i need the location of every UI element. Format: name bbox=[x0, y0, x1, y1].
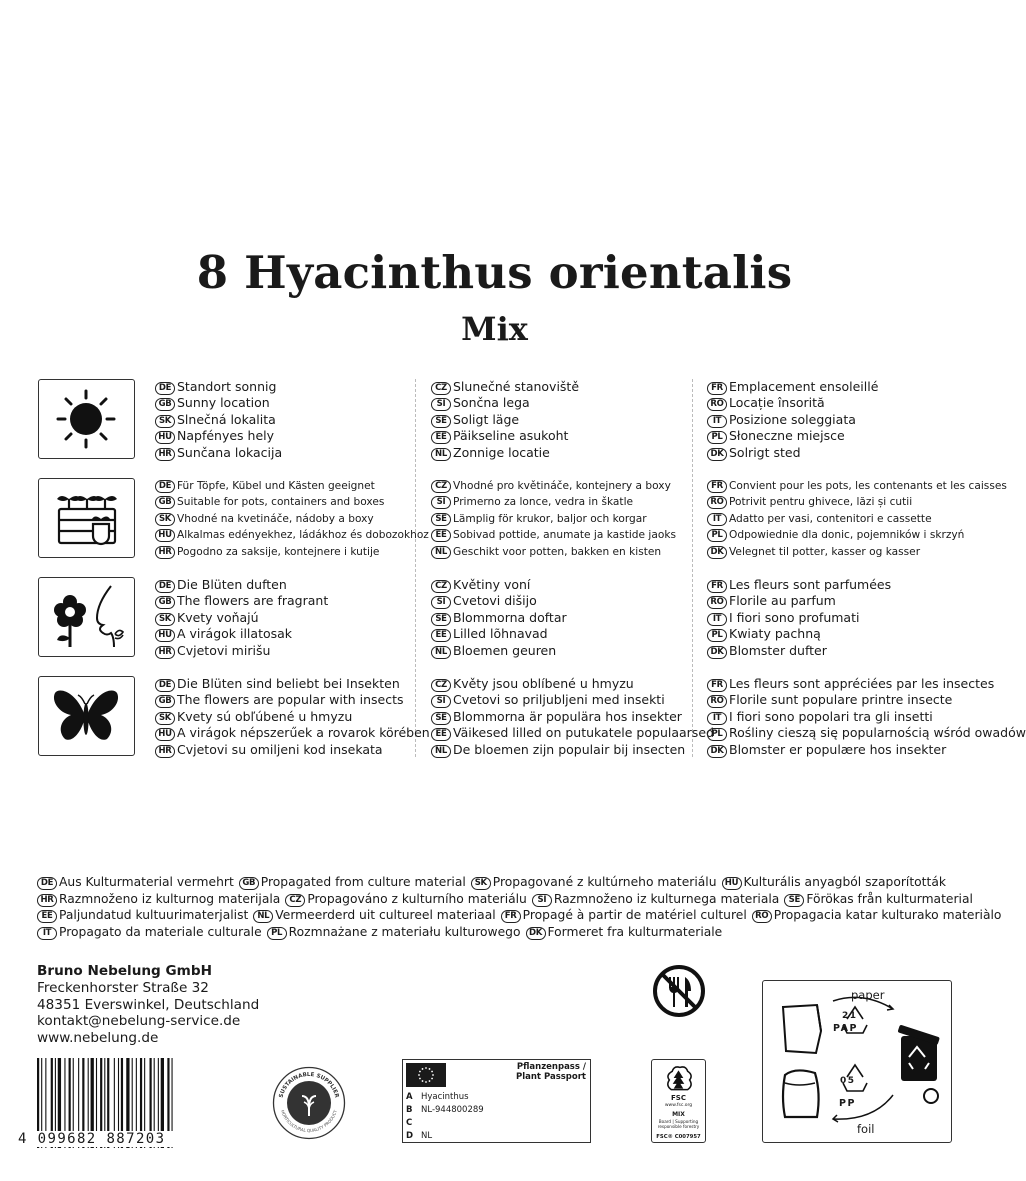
language-badge: FR bbox=[501, 910, 521, 923]
translation-text: A virágok illatosak bbox=[177, 626, 293, 642]
language-badge: RO bbox=[752, 910, 772, 923]
translation-text: Bloemen geuren bbox=[453, 642, 557, 658]
language-badge: SI bbox=[431, 695, 451, 708]
propagation-row bbox=[37, 891, 973, 908]
propagation-item bbox=[501, 908, 747, 922]
planter-icon-box bbox=[38, 478, 135, 558]
language-badge: DE bbox=[155, 480, 175, 493]
translation-line bbox=[431, 692, 711, 708]
butterfly-icon-box bbox=[38, 676, 135, 756]
translation-line bbox=[431, 379, 711, 395]
translation-text: Les fleurs sont parfumées bbox=[729, 577, 892, 592]
recycle-bin-icon bbox=[897, 1025, 939, 1103]
section-column bbox=[431, 676, 714, 758]
recycling-graphic bbox=[763, 981, 953, 1144]
translation-text: Blomster dufter bbox=[729, 642, 827, 658]
translation-line bbox=[707, 445, 987, 461]
language-badge: FR bbox=[707, 480, 727, 493]
eu-flag-icon bbox=[406, 1063, 446, 1087]
language-badge: PL bbox=[707, 728, 727, 741]
translation-text: Solrigt sted bbox=[729, 444, 801, 460]
translation-line bbox=[707, 692, 987, 708]
section-column bbox=[707, 577, 987, 659]
translation-text: Convient pour les pots, les contenants et les caisses bbox=[729, 480, 1007, 492]
translation-text: Rośliny cieszą się popularnością wśród owadów bbox=[729, 725, 1026, 741]
language-badge: CZ bbox=[431, 480, 451, 493]
translation-line bbox=[155, 544, 435, 560]
language-badge: SK bbox=[155, 513, 175, 526]
language-badge: HR bbox=[37, 894, 57, 907]
propagation-text: Kulturális anyagból szaporították bbox=[743, 875, 946, 889]
translation-text: Sunčana lokacija bbox=[177, 444, 283, 460]
language-badge: SE bbox=[431, 415, 451, 428]
passport-value: Hyacinthus bbox=[421, 1092, 469, 1102]
fsc-mix: MIX bbox=[672, 1111, 685, 1118]
propagation-item bbox=[37, 908, 248, 922]
section-column bbox=[431, 379, 711, 461]
language-badge: PL bbox=[707, 629, 727, 642]
translation-line bbox=[155, 379, 435, 395]
not-food-safe-icon bbox=[652, 964, 706, 1018]
translation-line bbox=[707, 593, 987, 609]
translation-text: Blommorna doftar bbox=[453, 609, 567, 625]
translation-line bbox=[155, 709, 435, 725]
translation-line bbox=[431, 643, 711, 659]
translation-text: Lilled lõhnavad bbox=[453, 626, 548, 642]
language-badge: HR bbox=[155, 745, 175, 758]
translation-line bbox=[431, 577, 711, 593]
propagation-item bbox=[526, 925, 723, 939]
translation-line bbox=[431, 478, 711, 494]
translation-text: Alkalmas edényekhez, ládákhoz és dobozokhoz bbox=[177, 529, 429, 542]
translation-line bbox=[707, 577, 987, 593]
translation-line bbox=[707, 511, 987, 527]
language-badge: SK bbox=[471, 877, 491, 890]
translation-text: Soligt läge bbox=[453, 411, 520, 427]
translation-text: Slnečná lokalita bbox=[177, 411, 276, 427]
language-badge: SK bbox=[155, 415, 175, 428]
translation-text: Sunny location bbox=[177, 395, 270, 411]
translation-text: Geschikt voor potten, bakken en kisten bbox=[453, 545, 662, 558]
translation-line bbox=[155, 610, 435, 626]
recycling-info bbox=[762, 980, 952, 1143]
language-badge: SI bbox=[532, 894, 552, 907]
propagation-text: Razmnoženo iz kulturnega materiala bbox=[553, 891, 780, 906]
section-column bbox=[155, 577, 435, 659]
passport-row bbox=[406, 1091, 484, 1104]
translation-text: Słoneczne miejsce bbox=[729, 428, 845, 444]
translation-text: Die Blüten duften bbox=[177, 577, 287, 592]
plant-passport-rows bbox=[406, 1091, 484, 1143]
language-badge: FR bbox=[707, 580, 727, 593]
paper-number: 21 bbox=[842, 1011, 858, 1021]
translation-text: Slunečné stanoviště bbox=[453, 379, 580, 394]
translation-line bbox=[155, 593, 435, 609]
translation-line bbox=[431, 610, 711, 626]
language-badge: SE bbox=[431, 513, 451, 526]
translation-text: Für Töpfe, Kübel und Kästen geeignet bbox=[177, 480, 375, 492]
translation-text: De bloemen zijn populair bij insecten bbox=[453, 741, 686, 757]
translation-text: A virágok népszerűek a rovarok körében bbox=[177, 725, 430, 741]
language-badge: GB bbox=[155, 596, 175, 609]
language-badge: HU bbox=[155, 529, 175, 542]
translation-line bbox=[155, 428, 435, 444]
propagation-item bbox=[784, 892, 973, 906]
translation-line bbox=[155, 445, 435, 461]
language-badge: IT bbox=[707, 613, 727, 626]
section-column bbox=[431, 577, 711, 659]
translation-line bbox=[155, 626, 435, 642]
propagation-text: Aus Kulturmaterial vermehrt bbox=[59, 875, 234, 889]
propagation-item bbox=[253, 908, 495, 922]
translation-text: I fiori sono profumati bbox=[729, 609, 860, 625]
translation-line bbox=[707, 412, 987, 428]
propagation-text: Formeret fra kulturmateriale bbox=[547, 924, 723, 939]
translation-text: Vhodné pro květináče, kontejnery a boxy bbox=[453, 480, 671, 492]
translation-line bbox=[155, 692, 435, 708]
language-badge: FR bbox=[707, 679, 727, 692]
language-badge: SE bbox=[784, 894, 804, 907]
plant-passport bbox=[402, 1059, 591, 1143]
plant-passport-title bbox=[516, 1062, 586, 1082]
section-column bbox=[707, 478, 1007, 560]
language-badge: HR bbox=[155, 546, 175, 559]
language-badge: DK bbox=[707, 546, 727, 559]
propagation-text: Razmnoženo iz kulturnog materijala bbox=[59, 891, 281, 906]
company-city: 48351 Everswinkel, Deutschland bbox=[37, 996, 260, 1013]
company-info bbox=[37, 963, 259, 1047]
language-badge: SE bbox=[431, 712, 451, 725]
section-column bbox=[707, 379, 987, 461]
product-title: 8 Hyacinthus orientalis bbox=[196, 246, 793, 299]
translation-line bbox=[431, 527, 711, 543]
paper-code: PAP bbox=[833, 1023, 858, 1034]
translation-line bbox=[431, 626, 711, 642]
passport-row bbox=[406, 1104, 484, 1117]
language-badge: GB bbox=[239, 877, 259, 890]
propagation-row bbox=[37, 907, 1002, 924]
seal-bottom-text: HORTICULTURAL QUALITY PRODUCT bbox=[280, 1109, 338, 1134]
fsc-license: FSC® C007957 bbox=[656, 1134, 701, 1140]
language-badge: CZ bbox=[285, 894, 305, 907]
language-badge: CZ bbox=[431, 580, 451, 593]
propagation-item bbox=[285, 892, 527, 906]
translation-line bbox=[431, 725, 714, 741]
passport-key: D bbox=[406, 1131, 414, 1141]
language-badge: DK bbox=[707, 448, 727, 461]
translation-text: Napfényes hely bbox=[177, 428, 275, 444]
propagation-text: Paljundatud kultuurimaterjalist bbox=[59, 908, 249, 922]
propagation-row bbox=[37, 924, 957, 941]
translation-text: Pogodno za saksije, kontejnere i kutije bbox=[177, 545, 380, 558]
language-badge: EE bbox=[431, 728, 451, 741]
translation-text: Vhodné na kvetináče, nádoby a boxy bbox=[177, 512, 374, 525]
translation-line bbox=[155, 511, 435, 527]
translation-text: Emplacement ensoleillé bbox=[729, 379, 879, 394]
translation-text: Les fleurs sont appréciées par les insectes bbox=[729, 676, 995, 691]
passport-value: NL bbox=[421, 1131, 433, 1141]
language-badge: EE bbox=[431, 431, 451, 444]
translation-line bbox=[707, 544, 987, 560]
translation-line bbox=[707, 725, 1026, 741]
language-badge: SK bbox=[155, 712, 175, 725]
butterfly-icon bbox=[39, 677, 133, 754]
language-badge: RO bbox=[707, 398, 727, 411]
translation-text: Lämplig för krukor, baljor och korgar bbox=[453, 512, 647, 525]
fsc-tree-icon bbox=[652, 1062, 705, 1096]
passport-row bbox=[406, 1130, 484, 1143]
translation-line bbox=[431, 494, 711, 510]
translation-line bbox=[431, 428, 711, 444]
translation-line bbox=[431, 709, 711, 725]
sun-icon-box bbox=[38, 379, 135, 459]
translation-line bbox=[707, 379, 987, 395]
propagation-text: Propagated from culture material bbox=[260, 875, 466, 889]
translation-text: Sobivad pottide, anumate ja kastide jaoks bbox=[453, 529, 676, 542]
language-badge: HR bbox=[155, 448, 175, 461]
translation-text: Zonnige locatie bbox=[453, 444, 550, 460]
translation-line bbox=[155, 577, 435, 593]
translation-text: Cvjetovi mirišu bbox=[177, 642, 271, 658]
translation-text: Florile au parfum bbox=[729, 593, 836, 609]
passport-key: B bbox=[406, 1105, 413, 1115]
propagation-text: Förökas från kulturmaterial bbox=[806, 891, 973, 906]
language-badge: NL bbox=[431, 745, 451, 758]
foil-bag-icon bbox=[783, 1070, 819, 1117]
section-column bbox=[431, 478, 711, 560]
translation-line bbox=[155, 742, 435, 758]
translation-line bbox=[707, 428, 987, 444]
language-badge: SI bbox=[431, 398, 451, 411]
translation-line bbox=[707, 742, 987, 758]
translation-text: Potrivit pentru ghivece, lăzi și cutii bbox=[729, 496, 913, 509]
language-badge: NL bbox=[431, 646, 451, 659]
company-street: Freckenhorster Straße 32 bbox=[37, 979, 209, 996]
translation-text: Cvetovi so priljubljeni med insekti bbox=[453, 692, 665, 708]
propagation-item bbox=[722, 875, 946, 889]
translation-line bbox=[431, 395, 711, 411]
propagation-text: Propagato da materiale culturale bbox=[59, 924, 262, 939]
translation-text: Blommorna är populära hos insekter bbox=[453, 708, 682, 724]
propagation-item bbox=[37, 925, 262, 939]
translation-line bbox=[431, 544, 711, 560]
language-badge: NL bbox=[431, 546, 451, 559]
propagation-text: Propagováno z kulturního materiálu bbox=[307, 891, 527, 906]
translation-text: Florile sunt populare printre insecte bbox=[729, 692, 953, 708]
section-column bbox=[155, 676, 435, 758]
translation-text: Kvety voňajú bbox=[177, 609, 259, 625]
language-badge: RO bbox=[707, 496, 727, 509]
translation-line bbox=[707, 676, 995, 692]
pp-title-2: Plant Passport bbox=[516, 1072, 586, 1082]
translation-text: Kwiaty pachną bbox=[729, 626, 821, 642]
language-badge: IT bbox=[707, 513, 727, 526]
propagation-item bbox=[267, 925, 521, 939]
sun-icon bbox=[39, 380, 133, 457]
language-badge: RO bbox=[707, 596, 727, 609]
language-badge: NL bbox=[431, 448, 451, 461]
translation-line bbox=[431, 511, 711, 527]
language-badge: GB bbox=[155, 398, 175, 411]
propagation-item bbox=[37, 892, 280, 906]
plastic-code: PP bbox=[839, 1098, 856, 1109]
sustainable-supplier-seal bbox=[272, 1066, 346, 1140]
translation-line bbox=[431, 412, 711, 428]
passport-row bbox=[406, 1117, 484, 1130]
propagation-text: Propagacia katar kulturako materiàlo bbox=[773, 908, 1002, 922]
language-badge: SK bbox=[155, 613, 175, 626]
translation-text: Posizione soleggiata bbox=[729, 411, 856, 427]
fsc-description: Board | Supporting responsible forestry bbox=[657, 1119, 700, 1129]
translation-line bbox=[707, 494, 987, 510]
language-badge: CZ bbox=[431, 382, 451, 395]
translation-text: Locație însorită bbox=[729, 395, 825, 411]
translation-line bbox=[707, 626, 987, 642]
translation-text: The flowers are fragrant bbox=[177, 593, 329, 609]
propagation-item bbox=[471, 875, 717, 889]
language-badge: PL bbox=[707, 529, 727, 542]
language-badge: EE bbox=[37, 910, 57, 923]
language-badge: DE bbox=[155, 382, 175, 395]
language-badge: EE bbox=[431, 529, 451, 542]
language-badge: GB bbox=[155, 496, 175, 509]
section-column bbox=[155, 379, 435, 461]
propagation-item bbox=[37, 875, 234, 889]
language-badge: DE bbox=[155, 679, 175, 692]
company-name: Bruno Nebelung GmbH bbox=[37, 963, 212, 979]
translation-line bbox=[155, 395, 435, 411]
translation-text: Adatto per vasi, contenitori e cassette bbox=[729, 512, 932, 525]
recycle-paper-label: paper bbox=[851, 988, 885, 1002]
translation-text: Cvetovi dišijo bbox=[453, 593, 537, 609]
translation-text: I fiori sono popolari tra gli insetti bbox=[729, 708, 933, 724]
propagation-text bbox=[37, 874, 1002, 940]
passport-value: NL-944800289 bbox=[421, 1105, 484, 1115]
propagation-text: Vermeerderd uit cultureel materiaal bbox=[275, 908, 496, 922]
language-badge: IT bbox=[707, 712, 727, 725]
language-badge: EE bbox=[431, 629, 451, 642]
language-badge: HR bbox=[155, 646, 175, 659]
planter-icon bbox=[39, 479, 133, 556]
language-badge: CZ bbox=[431, 679, 451, 692]
language-badge: HU bbox=[155, 728, 175, 741]
propagation-item bbox=[239, 875, 466, 889]
language-badge: HU bbox=[155, 431, 175, 444]
language-badge: RO bbox=[707, 695, 727, 708]
translation-line bbox=[431, 593, 711, 609]
language-badge: HU bbox=[155, 629, 175, 642]
translation-text: Kvety sú obľúbené u hmyzu bbox=[177, 708, 353, 724]
language-badge: SE bbox=[431, 613, 451, 626]
translation-text: Velegnet til potter, kasser og kasser bbox=[729, 545, 921, 558]
language-badge: GB bbox=[155, 695, 175, 708]
language-badge: DE bbox=[155, 580, 175, 593]
translation-text: Blomster er populære hos insekter bbox=[729, 741, 947, 757]
language-badge: DE bbox=[37, 877, 57, 890]
translation-text: Päikseline asukoht bbox=[453, 428, 569, 444]
recycle-foil-label: foil bbox=[857, 1122, 875, 1136]
translation-text: The flowers are popular with insects bbox=[177, 692, 404, 708]
translation-line bbox=[155, 494, 435, 510]
language-badge: HU bbox=[722, 877, 742, 890]
translation-text: Sončna lega bbox=[453, 395, 530, 411]
translation-text: Odpowiednie dla donic, pojemników i skrzyń bbox=[729, 529, 965, 542]
fsc-label bbox=[651, 1059, 706, 1143]
passport-key: C bbox=[406, 1118, 413, 1128]
translation-line bbox=[155, 412, 435, 428]
flower-scent-icon bbox=[39, 578, 133, 655]
language-badge: IT bbox=[707, 415, 727, 428]
translation-line bbox=[707, 395, 987, 411]
propagation-text: Propagé à partir de matériel culturel bbox=[522, 908, 747, 922]
language-badge: SI bbox=[431, 496, 451, 509]
translation-text: Standort sonnig bbox=[177, 379, 277, 394]
plastic-number: 05 bbox=[840, 1076, 856, 1086]
language-badge: FR bbox=[707, 382, 727, 395]
language-badge: DK bbox=[707, 745, 727, 758]
translation-text: Primerno za lonce, vedra in škatle bbox=[453, 496, 634, 509]
translation-line bbox=[707, 610, 987, 626]
translation-line bbox=[155, 676, 435, 692]
translation-line bbox=[431, 676, 711, 692]
propagation-item bbox=[752, 908, 1002, 922]
translation-text: Cvjetovi su omiljeni kod insekata bbox=[177, 741, 383, 757]
company-website: www.nebelung.de bbox=[37, 1030, 159, 1047]
translation-line bbox=[707, 643, 987, 659]
paper-bag-icon bbox=[783, 1005, 821, 1053]
flower-scent-icon-box bbox=[38, 577, 135, 657]
passport-key: A bbox=[406, 1092, 413, 1102]
section-column bbox=[155, 478, 435, 560]
translation-line bbox=[431, 742, 711, 758]
translation-text: Väikesed lilled on putukatele populaarsed bbox=[453, 725, 714, 741]
translation-line bbox=[155, 725, 435, 741]
translation-line bbox=[431, 445, 711, 461]
fsc-site: www.fsc.org bbox=[664, 1103, 693, 1108]
product-subtitle: Mix bbox=[461, 310, 528, 348]
propagation-text: Rozmnażane z materiału kulturowego bbox=[288, 924, 521, 939]
language-badge: IT bbox=[37, 927, 57, 940]
section-column bbox=[707, 676, 1026, 758]
seal-top-text: SUSTAINABLE SUPPLIER bbox=[278, 1071, 340, 1099]
barcode-digits: 4 099682 887203 bbox=[18, 1131, 203, 1147]
language-badge: PL bbox=[707, 431, 727, 444]
pp-title-1: Pflanzenpass / bbox=[516, 1062, 586, 1072]
translation-line bbox=[707, 478, 1007, 494]
language-badge: NL bbox=[253, 910, 273, 923]
translation-text: Die Blüten sind beliebt bei Insekten bbox=[177, 676, 400, 691]
company-email: kontakt@nebelung-service.de bbox=[37, 1013, 241, 1030]
translation-text: Květiny voní bbox=[453, 577, 531, 592]
fsc-brand: FSC bbox=[671, 1094, 686, 1102]
propagation-item bbox=[532, 892, 779, 906]
language-badge: DK bbox=[526, 927, 546, 940]
propagation-row bbox=[37, 874, 957, 891]
translation-text: Suitable for pots, containers and boxes bbox=[177, 496, 385, 509]
translation-line bbox=[155, 478, 435, 494]
language-badge: DK bbox=[707, 646, 727, 659]
translation-text: Květy jsou oblíbené u hmyzu bbox=[453, 676, 634, 691]
translation-line bbox=[707, 709, 987, 725]
propagation-text: Propagované z kultúrneho materiálu bbox=[492, 875, 717, 889]
language-badge: PL bbox=[267, 927, 287, 940]
language-badge: SI bbox=[431, 596, 451, 609]
translation-line bbox=[155, 527, 435, 543]
translation-line bbox=[155, 643, 435, 659]
translation-line bbox=[707, 527, 987, 543]
